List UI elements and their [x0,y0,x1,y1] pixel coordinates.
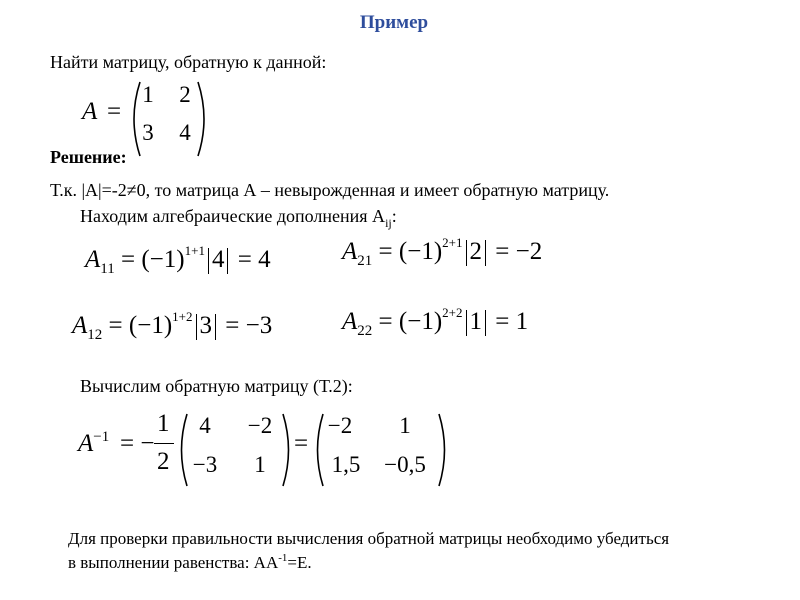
cofactor-intro-text: Находим алгебраические дополнения A [80,206,386,226]
cofactor-eq: = [378,238,393,265]
inverse-lhs-base: A [78,430,94,457]
cofactor-paren: ) [433,238,443,265]
cofactor-eq: = [237,246,252,273]
minor-bar [485,240,486,266]
minor-bar [466,240,467,266]
cofactor-index: 12 [87,327,103,343]
check-text-superscript: -1 [278,552,288,564]
fraction-numerator: 1 [157,410,170,437]
cofactor-intro-subscript: ij [385,216,392,230]
cofactor-power: 1+1 [184,243,205,258]
inverse-lhs-power: −1 [93,429,110,445]
cofactor-minor: 2 [469,238,482,265]
cofactor-sign: −1 [407,308,434,335]
fraction-line [154,443,174,444]
cofactor-a21 [342,235,543,269]
matrix-a-cell: 2 [179,82,191,107]
cofactor-eq: = [225,312,240,339]
matrix-m2-cell: 1 [399,413,411,438]
cofactor-base: A [342,238,358,265]
cofactor-paren: ) [176,246,185,273]
cofactor-eq: = [495,308,510,335]
cofactor-eq: = [120,246,136,273]
cofactor-eq: = [495,238,510,265]
matrix-a-cell: 1 [142,82,154,107]
slide-title: Пример [359,12,429,33]
cofactor-eq: = [108,312,123,339]
cofactor-minor: 3 [199,312,212,339]
cofactor-intro-colon: : [391,206,397,226]
minor-bar [466,310,467,336]
matrix-a-cell: 3 [142,120,154,145]
cofactor-sign: −1 [407,238,434,265]
matrix-m2-cell: −2 [327,413,353,438]
cofactor-minor: 1 [469,308,482,335]
cofactor-index: 21 [357,253,373,269]
cofactor-index: 11 [100,261,115,277]
matrix-a-equals: = [107,98,122,125]
cofactor-base: A [85,246,101,273]
cofactor-base: A [342,308,358,335]
cofactor-paren: ) [433,308,443,335]
cofactor-base: A [72,312,88,339]
matrix-m1-cell: −2 [247,413,273,438]
matrix-m2-cell: −0,5 [384,452,426,477]
cofactor-sign: −1 [149,246,177,273]
cofactor-index: 22 [357,323,373,339]
cofactor-paren: ) [163,312,173,339]
cofactor-power: 2+1 [442,235,463,250]
cofactor-minor: 4 [211,246,225,273]
check-text-line1: Для проверки правильности вычисления обратной матрицы необходимо убедиться [68,529,670,548]
minor-bar [485,310,486,336]
fraction-denominator: 2 [157,448,170,475]
check-text-part: =E. [287,553,312,572]
matrix-m2-cell: 1,5 [331,452,361,477]
task-text: Найти матрицу, обратную к данной: [50,52,327,72]
matrix-m1-cell: 4 [199,413,211,438]
check-text-part: в выполнении равенства: AA [68,553,279,572]
minor-bar [196,314,197,340]
cofactor-a12 [72,309,273,343]
determinant-text: Т.к. |A|=-2≠0, то матрица А – невырожденная и имеет обратную матрицу. [50,180,610,200]
cofactor-result: 1 [515,308,529,335]
cofactor-sign: −1 [137,312,164,339]
cofactor-a11 [85,243,271,277]
cofactor-result: −3 [245,312,273,339]
cofactor-power: 2+2 [442,305,463,320]
cofactor-power: 1+2 [172,309,193,324]
cofactor-paren: ( [398,308,408,335]
cofactor-paren: ( [398,238,408,265]
cofactor-result: 4 [258,246,271,273]
matrix-m1-cell: −3 [192,452,218,477]
matrix-a-name: A [82,98,98,125]
inverse-eq-minus: = − [120,430,155,457]
matrix-m1-cell: 1 [254,452,266,477]
inverse-eq: = [294,430,309,457]
cofactor-paren: ( [141,246,150,273]
cofactor-paren: ( [128,312,138,339]
inverse-lhs [78,430,109,458]
inverse-intro: Вычислим обратную матрицу (Т.2): [80,376,353,396]
minor-bar [227,248,228,274]
cofactor-intro [80,206,397,230]
cofactor-eq: = [378,308,393,335]
cofactor-a22 [342,305,529,339]
check-text-line2 [68,553,312,573]
cofactor-result: −2 [515,238,543,265]
minor-bar [208,248,209,274]
minor-bar [215,314,216,340]
solution-label: Решение: [50,147,127,167]
matrix-a-cell: 4 [179,120,191,145]
